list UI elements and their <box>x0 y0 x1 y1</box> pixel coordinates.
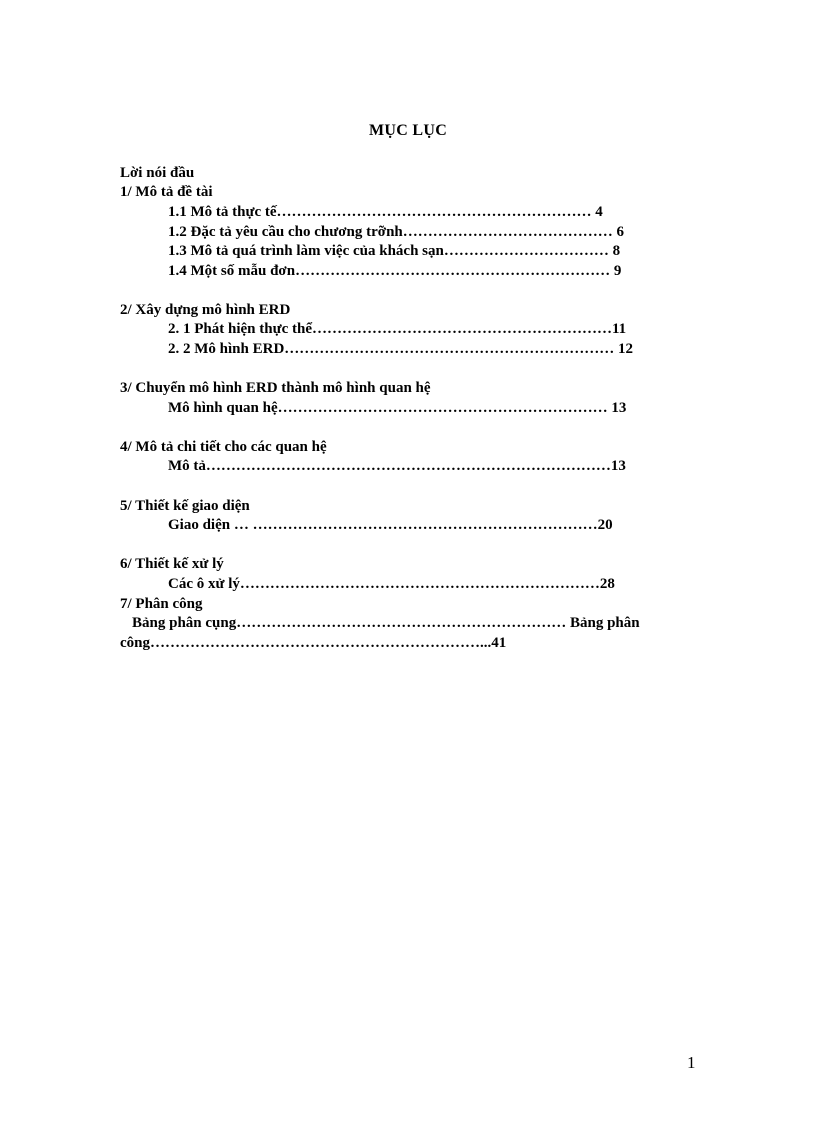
toc-entry-5-1: Giao diện … ……………………………………………………………20 <box>168 517 613 533</box>
toc-entry-7-1-cont: công…………………………………………………………...41 <box>120 635 507 651</box>
toc-entry-2-2: 2. 2 Mô hình ERD………………………………………………………… 12 <box>168 341 634 357</box>
toc-entry-1-4: 1.4 Một số mẫu đơn……………………………………………………… 9 <box>168 263 622 279</box>
toc-entry-1-3: 1.3 Mô tả quá trình làm việc của khách sạn…………………………… 8 <box>168 243 621 259</box>
page-number: 1 <box>687 1053 696 1072</box>
toc-entry-7-1: Bảng phân cụng………………………………………………………… Bảng phân <box>132 615 640 631</box>
toc-title: MỤC LỤC <box>368 122 448 139</box>
toc-entry-preface: Lời nói đầu <box>120 165 195 181</box>
toc-entry-6-1: Các ô xử lý………………………………………………………………28 <box>168 576 615 592</box>
toc-entry-2-1: 2. 1 Phát hiện thực thể……………………………………………………11 <box>168 321 627 337</box>
toc-section-4: 4/ Mô tả chi tiết cho các quan hệ <box>120 439 327 455</box>
toc-entry-1-1: 1.1 Mô tả thực tế……………………………………………………… 4 <box>168 204 603 220</box>
toc-section-1: 1/ Mô tả đề tài <box>120 184 213 200</box>
toc-section-5: 5/ Thiết kế giao diện <box>120 498 250 514</box>
toc-entry-3-1: Mô hình quan hệ………………………………………………………… 13 <box>168 400 627 416</box>
toc-section-3: 3/ Chuyển mô hình ERD thành mô hình quan hệ <box>120 380 431 396</box>
toc-entry-4-1: Mô tả………………………………………………………………………13 <box>168 458 626 474</box>
toc-section-2: 2/ Xây dựng mô hình ERD <box>120 302 291 318</box>
toc-entry-1-2: 1.2 Đặc tả yêu cầu cho chương trỡnh…………………………………… 6 <box>168 224 625 240</box>
toc-section-6: 6/ Thiết kế xử lý <box>120 556 224 572</box>
toc-section-7: 7/ Phân công <box>120 596 203 612</box>
